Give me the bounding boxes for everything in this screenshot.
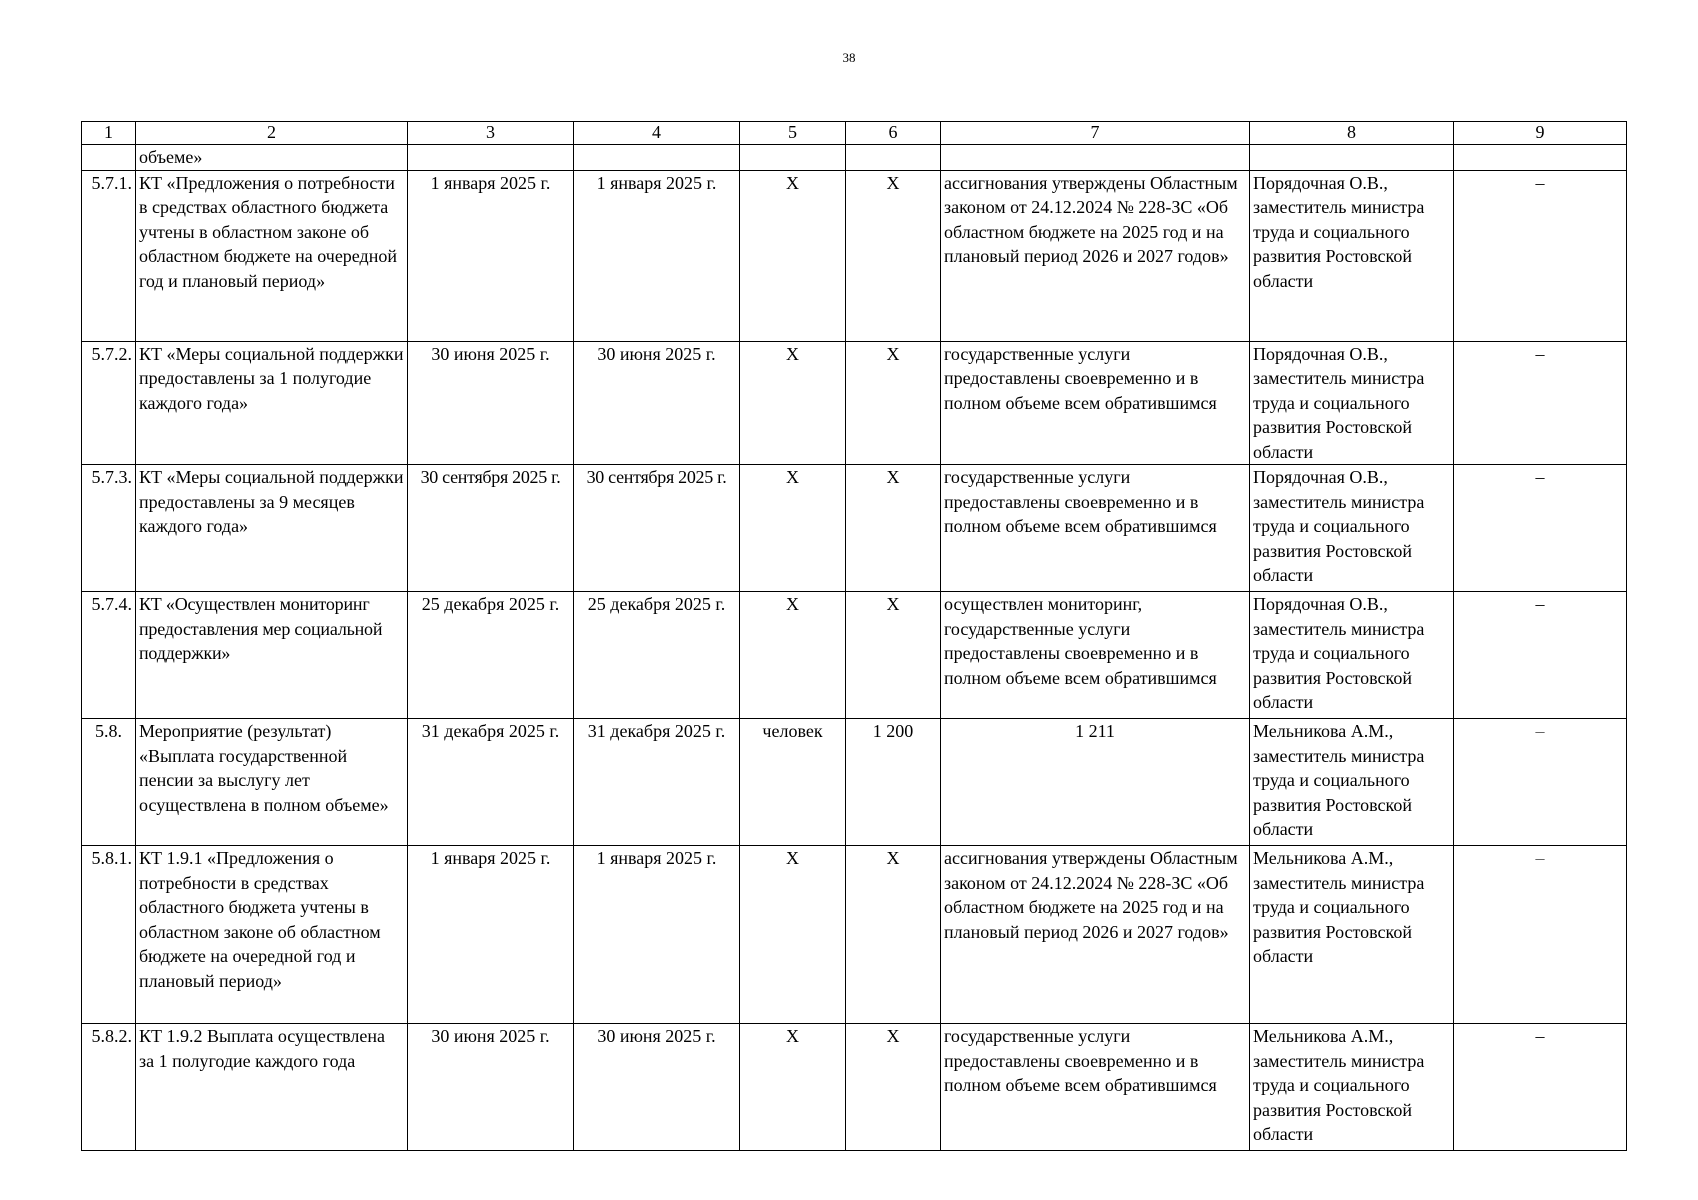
cell-start: 1 января 2025 г. xyxy=(408,846,574,1024)
cell-end xyxy=(574,145,740,171)
cell-result: государственные услуги предоставлены своевременно и в полном объеме всем обратившимся xyxy=(941,465,1250,592)
cell-responsible xyxy=(1250,145,1454,171)
header-cell: 4 xyxy=(574,122,740,145)
cell-num: 5.7.3. xyxy=(82,465,136,592)
cell-num: 5.7.2. xyxy=(82,341,136,465)
header-cell: 9 xyxy=(1454,122,1627,145)
cell-result xyxy=(941,145,1250,171)
cell-plan: Х xyxy=(846,341,941,465)
cell-unit: Х xyxy=(740,170,846,341)
cell-end: 1 января 2025 г. xyxy=(574,170,740,341)
cell-unit: Х xyxy=(740,341,846,465)
cell-unit: человек xyxy=(740,719,846,846)
cell-start: 30 июня 2025 г. xyxy=(408,341,574,465)
cell-plan: Х xyxy=(846,592,941,719)
cell-plan: Х xyxy=(846,170,941,341)
table-row xyxy=(82,170,1627,341)
cell-responsible: Мельникова А.М., заместитель министра труда и социального развития Ростовской области xyxy=(1250,719,1454,846)
cell-end: 1 января 2025 г. xyxy=(574,846,740,1024)
cell-result: осуществлен мониторинг, государственные услуги предоставлены своевременно и в полном объеме всем обратившимся xyxy=(941,592,1250,719)
cell-note: – xyxy=(1454,719,1627,846)
plan-table xyxy=(81,121,1627,1151)
cell-end: 31 декабря 2025 г. xyxy=(574,719,740,846)
cell-num: 5.8. xyxy=(82,719,136,846)
header-cell: 3 xyxy=(408,122,574,145)
cell-plan xyxy=(846,145,941,171)
cell-name: Мероприятие (результат) «Выплата государственной пенсии за выслугу лет осуществлена в полном объеме» xyxy=(136,719,408,846)
cell-start xyxy=(408,145,574,171)
cell-result: 1 211 xyxy=(941,719,1250,846)
cell-responsible: Порядочная О.В., заместитель министра труда и социального развития Ростовской области xyxy=(1250,465,1454,592)
header-cell: 5 xyxy=(740,122,846,145)
cell-plan: 1 200 xyxy=(846,719,941,846)
cell-note: – xyxy=(1454,170,1627,341)
page-number: 38 xyxy=(842,50,856,65)
cell-note: – xyxy=(1454,592,1627,719)
cell-num: 5.7.1. xyxy=(82,170,136,341)
cell-responsible: Порядочная О.В., заместитель министра труда и социального развития Ростовской области xyxy=(1250,592,1454,719)
cell-plan: Х xyxy=(846,465,941,592)
cell-name: КТ «Меры социальной поддержки предоставлены за 9 месяцев каждого года» xyxy=(136,465,408,592)
cell-name: КТ «Меры социальной поддержки предоставлены за 1 полугодие каждого года» xyxy=(136,341,408,465)
cell-start: 30 сентября 2025 г. xyxy=(408,465,574,592)
cell-name: объеме» xyxy=(136,145,408,171)
cell-name: КТ «Предложения о потребности в средствах областного бюджета учтены в областном законе об областном бюджете на очередной год и плановый период» xyxy=(136,170,408,341)
cell-result: ассигнования утверждены Областным законом от 24.12.2024 № 228-ЗС «Об областном бюджете на 2025 год и на плановый период 2026 и 2027 годов» xyxy=(941,170,1250,341)
cell-name: КТ 1.9.1 «Предложения о потребности в средствах областного бюджета учтены в областном законе об областном бюджете на очередной год и плановый период» xyxy=(136,846,408,1024)
cell-responsible: Порядочная О.В., заместитель министра труда и социального развития Ростовской области xyxy=(1250,170,1454,341)
cell-num: 5.7.4. xyxy=(82,592,136,719)
cell-unit: Х xyxy=(740,465,846,592)
cell-unit xyxy=(740,145,846,171)
cell-start: 1 января 2025 г. xyxy=(408,170,574,341)
cell-name: КТ 1.9.2 Выплата осуществлена за 1 полугодие каждого года xyxy=(136,1024,408,1151)
cell-num: 5.8.2. xyxy=(82,1024,136,1151)
cell-note xyxy=(1454,145,1627,171)
cell-plan: Х xyxy=(846,846,941,1024)
table-row xyxy=(82,846,1627,1024)
header-cell: 2 xyxy=(136,122,408,145)
cell-note: – xyxy=(1454,341,1627,465)
cell-result: государственные услуги предоставлены своевременно и в полном объеме всем обратившимся xyxy=(941,341,1250,465)
cell-start: 25 декабря 2025 г. xyxy=(408,592,574,719)
cell-responsible: Порядочная О.В., заместитель министра труда и социального развития Ростовской области xyxy=(1250,341,1454,465)
cell-end: 30 сентября 2025 г. xyxy=(574,465,740,592)
cell-unit: Х xyxy=(740,1024,846,1151)
table-row xyxy=(82,719,1627,846)
cell-unit: Х xyxy=(740,592,846,719)
cell-note: – xyxy=(1454,465,1627,592)
cell-start: 30 июня 2025 г. xyxy=(408,1024,574,1151)
cell-result: государственные услуги предоставлены своевременно и в полном объеме всем обратившимся xyxy=(941,1024,1250,1151)
cell-num: 5.8.1. xyxy=(82,846,136,1024)
cell-plan: Х xyxy=(846,1024,941,1151)
header-cell: 7 xyxy=(941,122,1250,145)
continuation-row xyxy=(82,145,1627,171)
cell-end: 30 июня 2025 г. xyxy=(574,341,740,465)
cell-name: КТ «Осуществлен мониторинг предоставления мер социальной поддержки» xyxy=(136,592,408,719)
cell-result: ассигнования утверждены Областным законом от 24.12.2024 № 228-ЗС «Об областном бюджете на 2025 год и на плановый период 2026 и 2027 годов» xyxy=(941,846,1250,1024)
cell-unit: Х xyxy=(740,846,846,1024)
cell-end: 25 декабря 2025 г. xyxy=(574,592,740,719)
cell-responsible: Мельникова А.М., заместитель министра труда и социального развития Ростовской области xyxy=(1250,1024,1454,1151)
header-cell: 1 xyxy=(82,122,136,145)
table-row xyxy=(82,592,1627,719)
header-cell: 8 xyxy=(1250,122,1454,145)
cell-note: – xyxy=(1454,1024,1627,1151)
cell-responsible: Мельникова А.М., заместитель министра труда и социального развития Ростовской области xyxy=(1250,846,1454,1024)
cell-num xyxy=(82,145,136,171)
table-row xyxy=(82,341,1627,465)
header-row xyxy=(82,122,1627,145)
table-row xyxy=(82,465,1627,592)
cell-start: 31 декабря 2025 г. xyxy=(408,719,574,846)
cell-end: 30 июня 2025 г. xyxy=(574,1024,740,1151)
cell-note: – xyxy=(1454,846,1627,1024)
header-cell: 6 xyxy=(846,122,941,145)
table-row xyxy=(82,1024,1627,1151)
